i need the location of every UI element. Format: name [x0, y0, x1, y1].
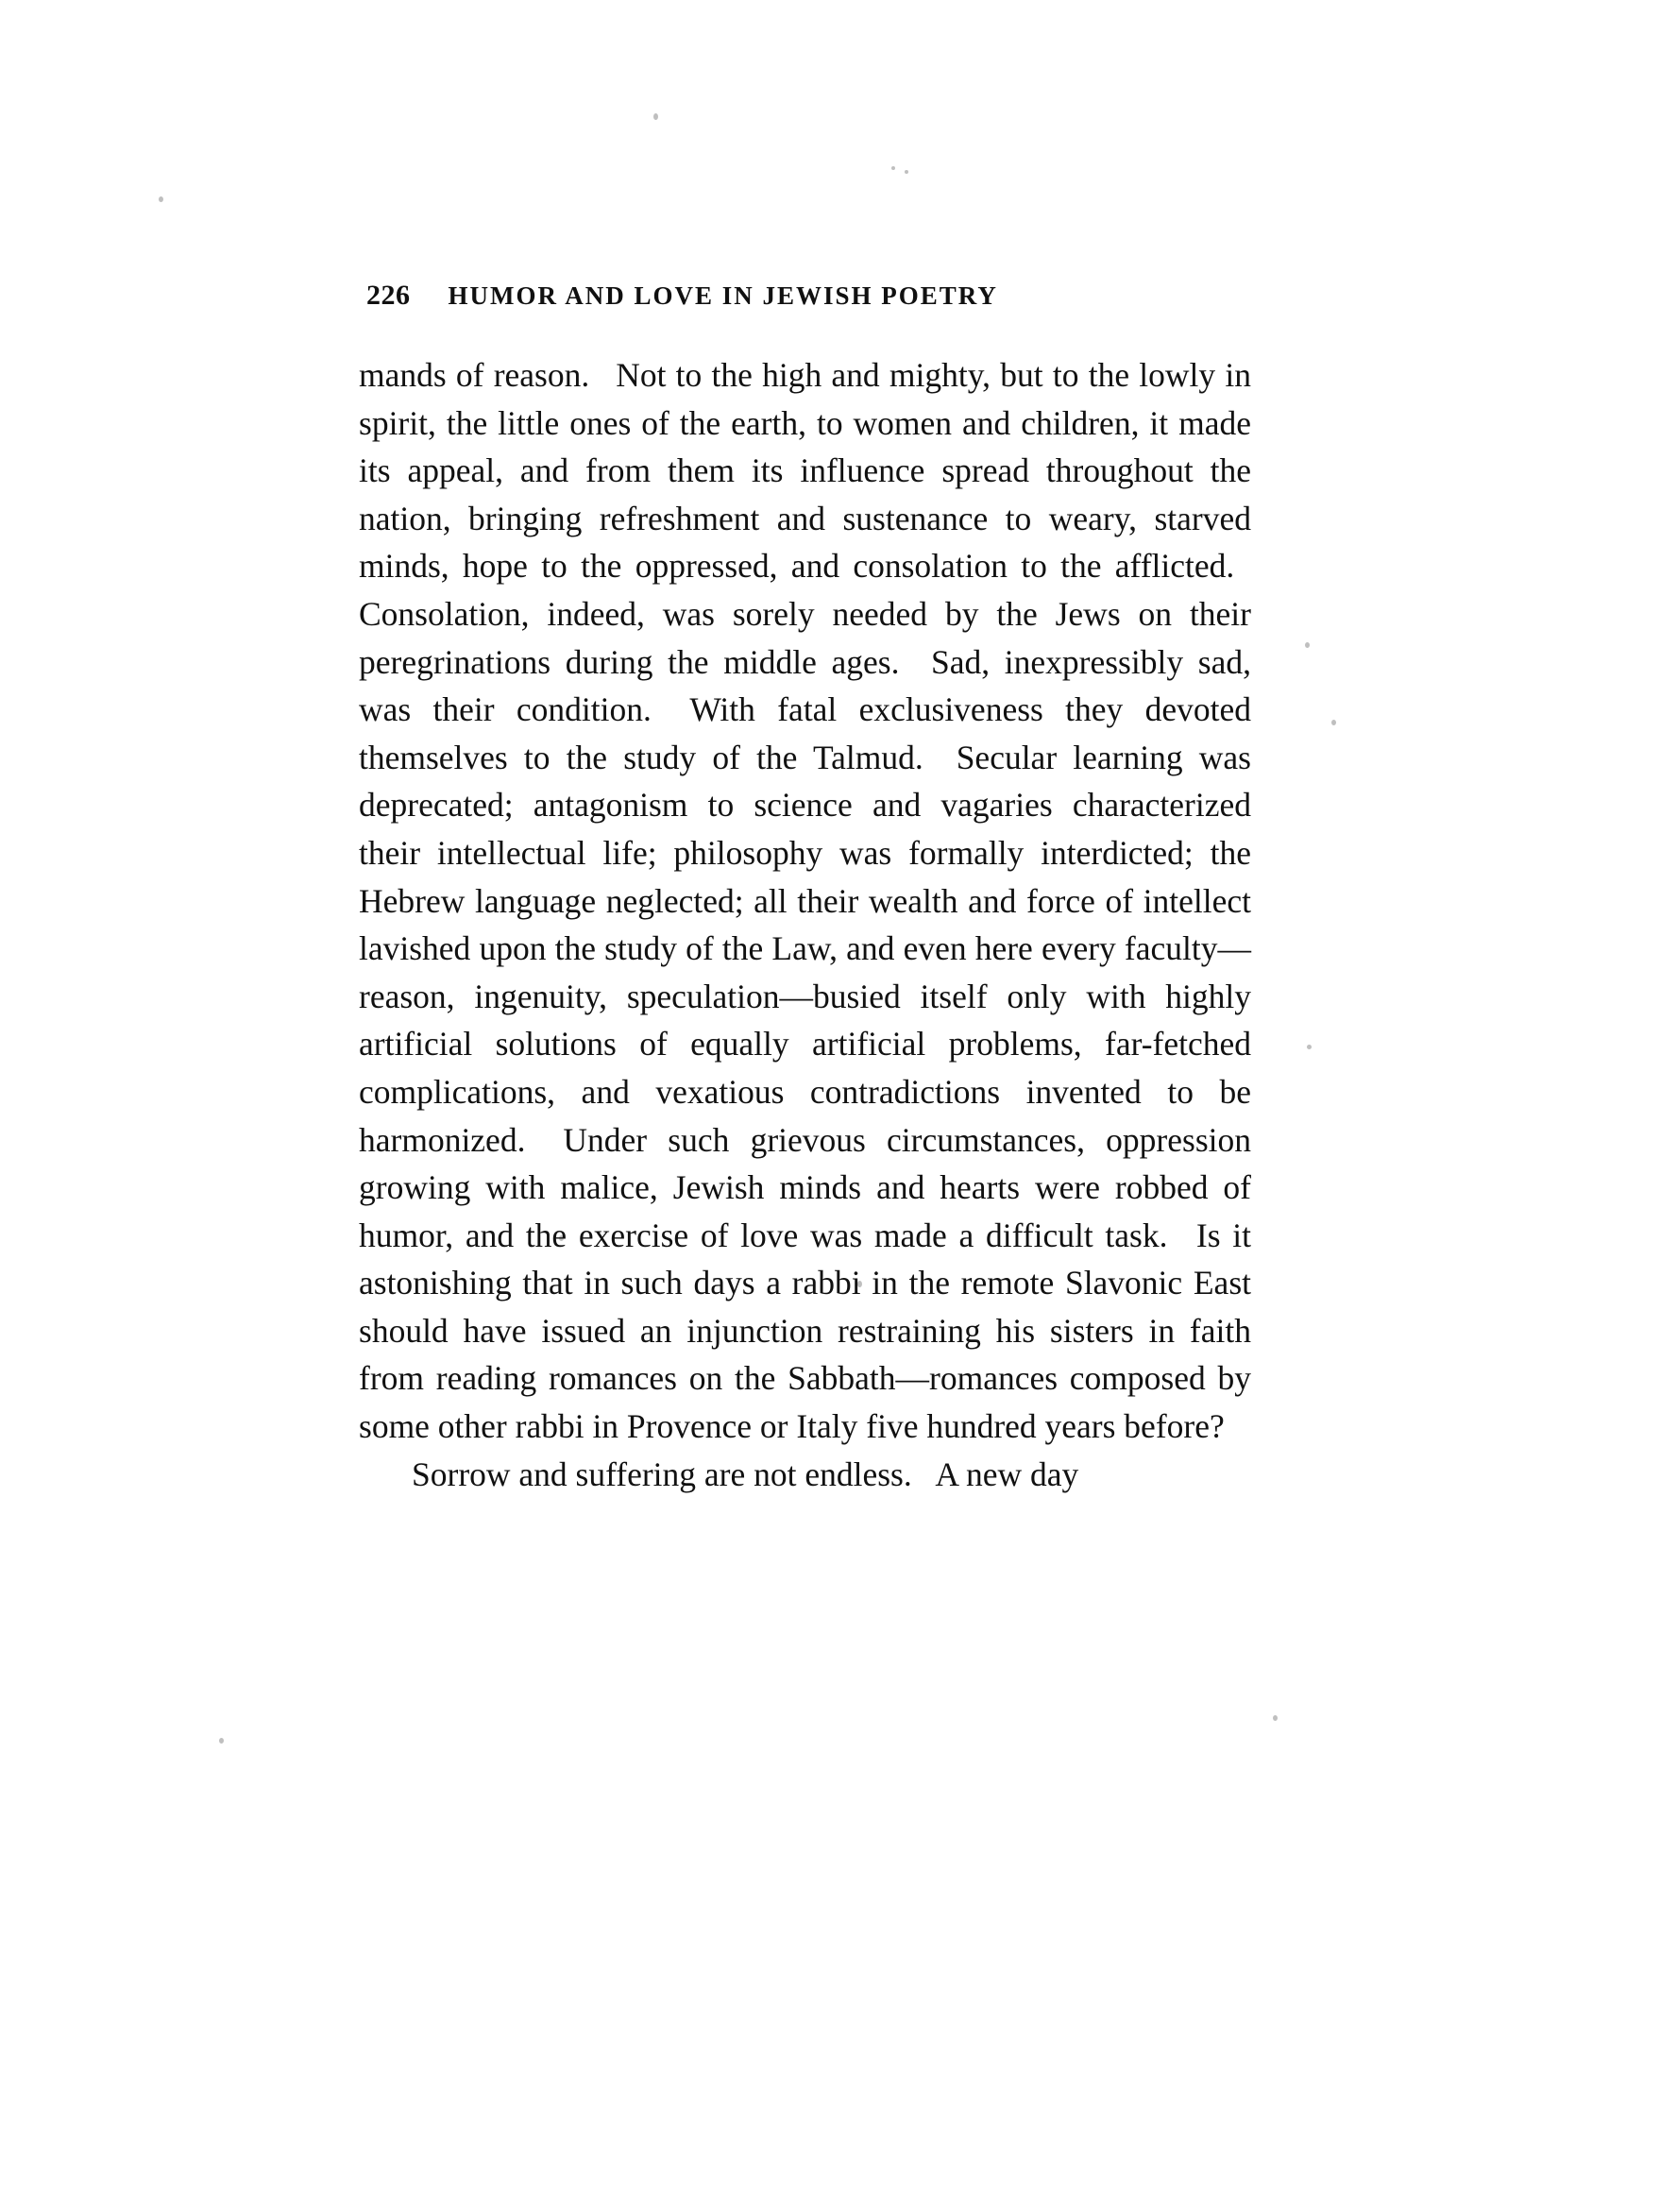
- scan-speck: [653, 113, 658, 120]
- page-number: 226: [366, 280, 411, 311]
- paragraph: mands of reason. Not to the high and mighty, but to the lowly in spirit, the little ones of the earth, to women and children, it made its appeal, and from them its influence spread throughout the nation, bringing refreshment and sustenance to weary, starved minds, hope to the oppressed, and consolation to the afflicted. Consolation, indeed, was sorely needed by the Jews on their peregrinations during the middle ages. Sad, inexpressibly sad, was their condition. With fatal exclusiveness they devoted themselves to the study of the Talmud. Secular learning was deprecated; antagonism to science and vagaries characterized their intellectual life; philosophy was formally interdicted; the Hebrew language neglected; all their wealth and force of intellect lavished upon the study of the Law, and even here every faculty—reason, ingenuity, speculation—busied itself only with highly artificial solutions of equally artificial problems, far-fetched complications, and vexatious contradictions invented to be harmonized. Under such grievous circumstances, oppression growing with malice, Jewish minds and hearts were robbed of humor, and the exercise of love was made a difficult task. Is it astonishing that in such days a rabbi in the remote Slavonic East should have issued an injunction restraining his sisters in faith from reading romances on the Sabbath—romances composed by some other rabbi in Provence or Italy five hundred years before?: [359, 356, 1251, 1446]
- scan-speck: [159, 196, 163, 202]
- scan-speck: [891, 166, 895, 170]
- scan-speck: [905, 170, 908, 174]
- scan-speck: [1273, 1715, 1278, 1721]
- paragraph: Sorrow and suffering are not endless. A new day: [412, 1455, 1079, 1493]
- running-head-title: HUMOR AND LOVE IN JEWISH POETRY: [448, 281, 998, 310]
- running-head: [366, 280, 1311, 312]
- scan-speck: [219, 1738, 224, 1744]
- body-text: [359, 351, 1251, 1498]
- scan-speck: [1331, 720, 1336, 725]
- scan-speck: [1305, 642, 1310, 648]
- scan-speck: [1307, 1045, 1312, 1049]
